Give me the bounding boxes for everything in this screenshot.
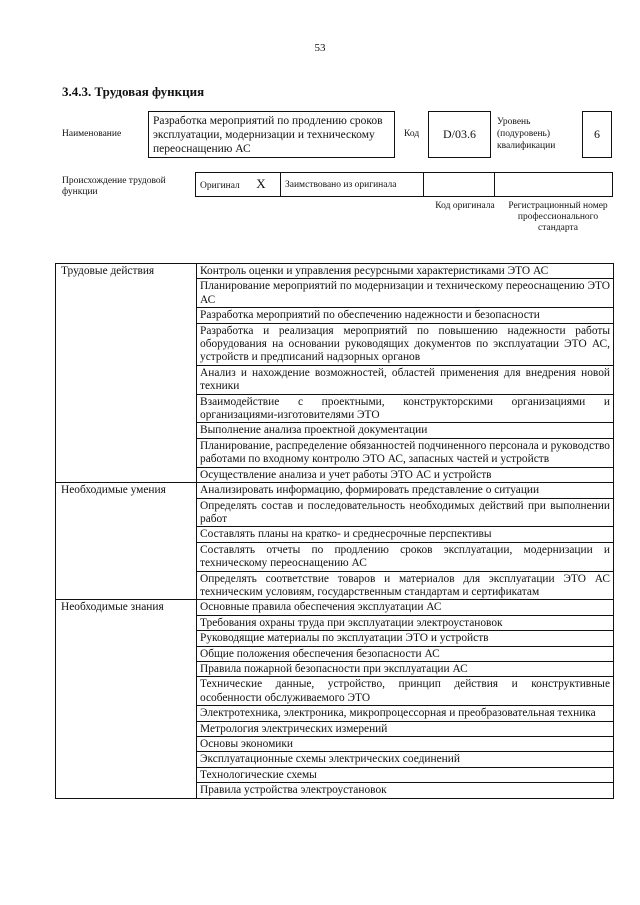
category-cell: Необходимые умения (56, 483, 197, 600)
item-cell: Выполнение анализа проектной документации (197, 423, 614, 438)
name-label: Наименование (62, 129, 122, 139)
item-cell: Правила пожарной безопасности при эксплуатации АС (197, 661, 614, 676)
item-cell: Анализ и нахождение возможностей, областей применения для внедрения новой техники (197, 365, 614, 394)
origin-label: Происхождение трудовой функции (62, 176, 166, 197)
origin-table (195, 172, 613, 197)
competency-table (55, 263, 614, 799)
item-cell: Взаимодействие с проектными, конструкторскими организациями и организациями-изготовителями ЭТО (197, 394, 614, 423)
section-title: 3.4.3. Трудовая функция (62, 84, 205, 99)
original-cell (196, 173, 281, 197)
category-cell: Необходимые знания (56, 600, 197, 798)
reg-number-cell (495, 173, 613, 197)
item-cell: Эксплуатационные схемы электрических соединений (197, 752, 614, 767)
item-cell: Осуществление анализа и учет работы ЭТО АС и устройств (197, 467, 614, 482)
code-label: Код (404, 129, 420, 139)
function-code-box: D/03.6 (428, 111, 491, 158)
original-mark: X (256, 175, 266, 191)
item-cell: Основные правила обеспечения эксплуатации АС (197, 600, 614, 615)
item-cell: Контроль оценки и управления ресурсными характеристиками ЭТО АС (197, 264, 614, 279)
original-code-label: Код оригинала (435, 201, 495, 211)
item-cell: Разработка мероприятий по обеспечению надежности и безопасности (197, 308, 614, 323)
table-row (56, 264, 614, 279)
item-cell: Общие положения обеспечения безопасности АС (197, 646, 614, 661)
item-cell: Разработка и реализация мероприятий по повышению надежности работы оборудования на основании руководящих документов по эксплуатации ЭТО АС, устройств и предписаний надзорных органов (197, 323, 614, 365)
item-cell: Технологические схемы (197, 767, 614, 782)
item-cell: Планирование, распределение обязанностей подчиненного персонала и руководство работами по входному контролю ЭТО АС, запасных частей и устройств (197, 438, 614, 467)
item-cell: Определять соответствие товаров и материалов для эксплуатации ЭТО АС техническим условиям, государственным стандартам и сертификатам (197, 571, 614, 600)
table-row (56, 600, 614, 615)
item-cell: Руководящие материалы по эксплуатации ЭТО и устройств (197, 631, 614, 646)
original-label: Оригинал (200, 180, 240, 191)
page-number: 53 (314, 42, 326, 54)
level-value-box: 6 (582, 111, 612, 158)
item-cell: Электротехника, электроника, микропроцессорная и преобразовательная техника (197, 706, 614, 721)
item-cell: Планирование мероприятий по модернизации и техническому переоснащению ЭТО АС (197, 279, 614, 308)
item-cell: Метрология электрических измерений (197, 721, 614, 736)
borrowed-cell: Заимствовано из оригинала (281, 173, 424, 197)
item-cell: Составлять отчеты по продлению сроков эксплуатации, модернизации и техническому переоснащению АС (197, 542, 614, 571)
item-cell: Определять состав и последовательность необходимых действий при выполнении работ (197, 498, 614, 527)
function-name-box: Разработка мероприятий по продлению сроков эксплуатации, модернизации и техническому переоснащению АС (148, 111, 395, 158)
category-cell: Трудовые действия (56, 264, 197, 483)
table-row (56, 483, 614, 498)
original-code-cell (424, 173, 495, 197)
item-cell: Требования охраны труда при эксплуатации электроустановок (197, 615, 614, 630)
item-cell: Основы экономики (197, 737, 614, 752)
item-cell: Анализировать информацию, формировать представление о ситуации (197, 483, 614, 498)
reg-number-label: Регистрационный номер профессионального стандарта (508, 201, 608, 233)
item-cell: Составлять планы на кратко- и среднесрочные перспективы (197, 527, 614, 542)
item-cell: Правила устройства электроустановок (197, 783, 614, 798)
item-cell: Технические данные, устройство, принцип действия и конструктивные особенности обслуживаемого ЭТО (197, 677, 614, 706)
level-label: Уровень (подуровень) квалификации (497, 117, 556, 151)
